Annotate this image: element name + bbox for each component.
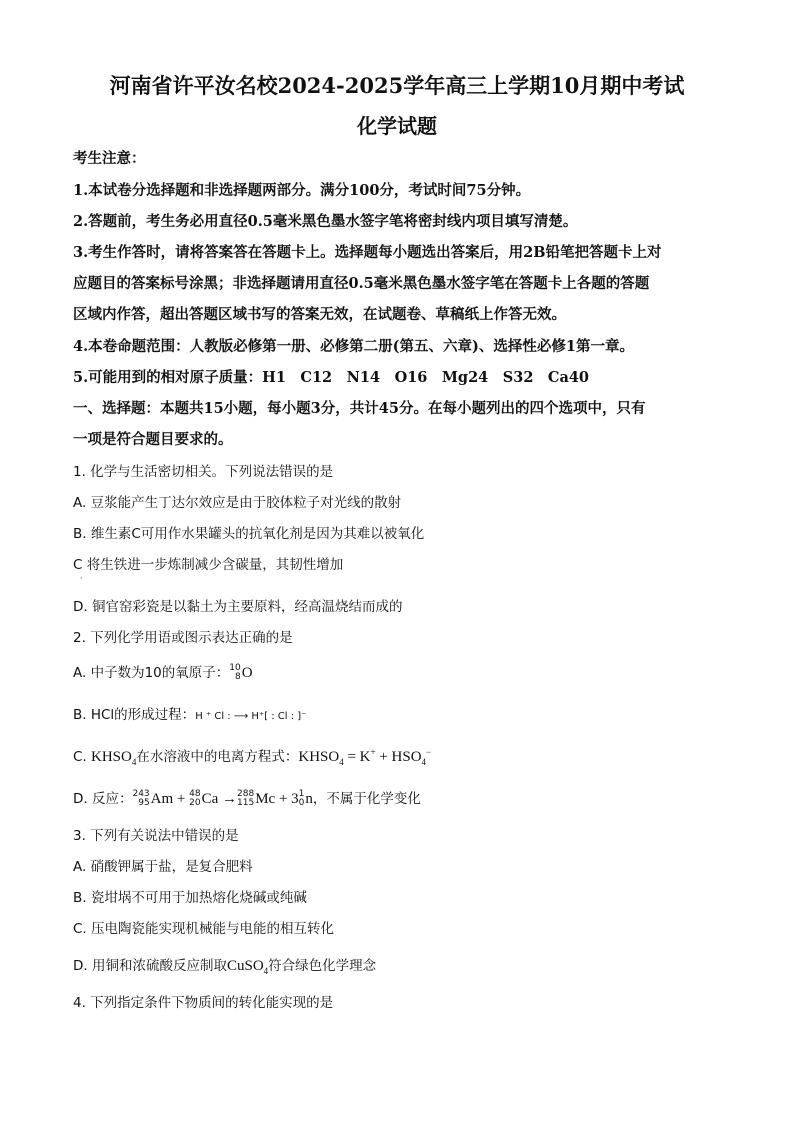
- notice-heading: 考生注意：: [73, 150, 146, 167]
- q2-option-b: [73, 706, 306, 726]
- q3-option-a: A. 硝酸钾属于盐，是复合肥料: [73, 859, 253, 875]
- q2-d-mc: Mc + 3: [255, 791, 299, 807]
- q2-d-am-numbers: 243 95: [132, 789, 150, 808]
- q3-option-d-tail: 符合绿色化学理念: [268, 958, 377, 974]
- q2-a-symbol: O: [241, 665, 253, 681]
- page-subtitle: 化学试题: [357, 114, 437, 138]
- notice-item-3-cont-1: 应题目的答案标号涂黑；非选择题请用直径0.5毫米黑色墨水签字笔在答题卡上各题的答题: [73, 275, 650, 292]
- q3-stem: 3. 下列有关说法中错误的是: [73, 828, 239, 844]
- notice-item-5: 5.可能用到的相对原子质量：H1 C12 N14 O16 Mg24 S32 Ca40: [73, 369, 590, 386]
- q2-stem: 2. 下列化学用语或图示表达正确的是: [73, 630, 293, 646]
- notice-item-2: 2.答题前，考生务必用直径0.5毫米黑色墨水签字笔将密封线内项目填写清楚。: [73, 213, 578, 230]
- q4-stem: 4. 下列指定条件下物质间的转化能实现的是: [73, 995, 334, 1011]
- q2-d-am: Am +: [150, 791, 190, 807]
- q3-option-d-text: D. 用铜和浓硫酸反应制取: [73, 958, 227, 974]
- q3-option-c: C. 压电陶瓷能实现机械能与电能的相互转化: [73, 921, 335, 937]
- notice-item-4: 4.本卷命题范围：人教版必修第一册、必修第二册(第五、六章)、选择性必修1第一章。: [73, 338, 634, 355]
- q2-option-d-text: D. 反应：: [73, 791, 133, 807]
- notice-item-1: 1.本试卷分选择题和非选择题两部分。满分100分，考试时间75分钟。: [73, 182, 531, 199]
- stray-mark: ·: [80, 574, 83, 583]
- q1-option-b: B. 维生素C可用作水果罐头的抗氧化剂是因为其难以被氧化: [73, 526, 425, 542]
- q2-b-electron-diagram: H ⁺ Cl : ⟶ H⁺[ : Cl : ]⁻: [195, 711, 307, 722]
- notice-item-3: 3.考生作答时，请将答案答在答题卡上。选择题每小题选出答案后，用2B铅笔把答题卡上对: [73, 244, 662, 261]
- q2-option-b-text: B. HCl的形成过程：: [73, 707, 196, 723]
- q3-option-b: B. 瓷坩埚不可用于加热熔化烧碱或纯碱: [73, 890, 307, 906]
- q2-d-mc-numbers: 288 115: [237, 789, 255, 808]
- q2-c-formula-1: $KHSO_4$: [91, 749, 137, 767]
- page-title: 河南省许平汝名校2024-2025学年高三上学期10月期中考试: [109, 73, 685, 98]
- q1-option-a: A. 豆浆能产生丁达尔效应是由于胶体粒子对光线的散射: [73, 495, 402, 511]
- q2-d-ca-numbers: 48 20: [189, 789, 201, 808]
- q1-option-c: C 将生铁进一步炼制减少含碳量，其韧性增加: [73, 557, 344, 573]
- q3-option-d: [73, 957, 376, 975]
- section-heading: 一、选择题：本题共15小题，每小题3分，共计45分。在每小题列出的四个选项中，只有: [73, 400, 646, 417]
- q3-d-formula: CuSO$_4$: [226, 958, 269, 976]
- q2-d-ca: Ca →: [201, 791, 238, 807]
- notice-item-3-cont-2: 区域内作答，超出答题区域书写的答案无效，在试题卷、草稿纸上作答无效。: [73, 306, 566, 323]
- q2-option-d: [73, 790, 421, 808]
- q2-option-c: [73, 748, 431, 766]
- q2-option-c-label: C.: [73, 749, 92, 765]
- q2-option-a-text: A. 中子数为10的氧原子：: [73, 665, 230, 681]
- q2-option-c-text: 在水溶液中的电离方程式：: [136, 749, 299, 765]
- q2-c-equation: $KHSO_4 = K^+ + HSO_4^-$: [298, 747, 432, 767]
- section-heading-cont: 一项是符合题目要求的。: [73, 431, 233, 448]
- q2-option-d-tail: ，不属于化学变化: [312, 791, 421, 807]
- q1-stem: 1. 化学与生活密切相关。下列说法错误的是: [73, 464, 334, 480]
- q2-a-nuclide-numbers: 10 8: [229, 663, 241, 682]
- q2-d-n: n: [305, 791, 313, 807]
- q1-option-d: D. 铜官窑彩瓷是以黏土为主要原料，经高温烧结而成的: [73, 599, 403, 615]
- q2-option-a: [73, 664, 253, 682]
- q2-d-n-numbers: 1 0: [298, 789, 305, 808]
